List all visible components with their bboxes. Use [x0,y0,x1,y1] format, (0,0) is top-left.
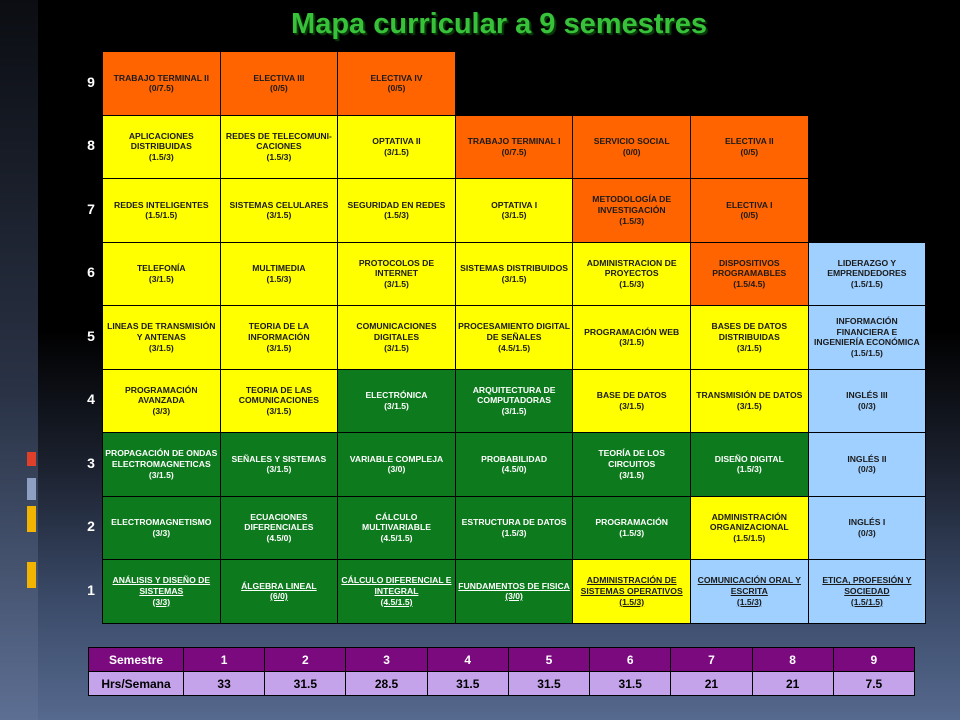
course-name: OPTATIVA II [372,136,421,147]
course-name: INGLÉS II [847,453,887,464]
course-credits: (1.5/1.5) [145,210,178,221]
course-credits: (3/1.5) [266,210,292,221]
course-name: TRANSMISIÓN DE DATOS [696,390,803,401]
semester-number: 2 [265,648,346,672]
course-cell [690,305,809,370]
course-credits: (1.5/3) [619,596,645,607]
hours-value: 28.5 [346,672,427,696]
course-credits: (3/1.5) [266,464,292,475]
course-name: SISTEMAS DISTRIBUIDOS [460,263,569,274]
course-cell [102,496,221,561]
course-name: TELEFONÍA [136,263,186,274]
course-cell [455,305,574,370]
course-credits: (1.5/3) [736,464,762,475]
course-cell [808,305,927,370]
course-cell [220,559,339,624]
course-name: ELECTRÓNICA [365,390,428,401]
hours-value: 33 [184,672,265,696]
semester-row-label: 8 [87,137,95,154]
course-name: COMUNICACIONES DIGITALES [356,321,437,342]
course-cell [337,242,456,307]
course-cell [337,496,456,561]
hours-value: 21 [671,672,752,696]
course-cell [572,115,691,180]
course-name: PROGRAMACIÓN WEB [584,326,680,337]
course-cell [690,559,809,624]
course-name: ELECTIVA IV [370,72,423,83]
course-name: LIDERAZGO Y EMPRENDEDORES [827,257,907,279]
course-name: INGLÉS III [846,390,888,401]
course-credits: (1.5/4.5) [733,279,766,290]
course-credits: (3/1.5) [266,406,292,417]
course-credits: (3/1.5) [501,210,527,221]
hours-value: 31.5 [590,672,671,696]
course-name: APLICACIONES DISTRIBUIDAS [128,130,194,152]
course-cell [220,432,339,497]
hours-summary-table [88,647,915,696]
course-credits: (0/3) [858,464,876,475]
course-name: CÁLCULO MULTIVARIABLE [362,511,431,533]
course-name: VARIABLE COMPLEJA [349,453,444,464]
course-cell [455,369,574,434]
course-credits: (3/1.5) [736,342,762,353]
course-name: PROGRAMACIÓN AVANZADA [125,384,198,406]
course-cell [455,242,574,307]
hours-row [89,672,915,696]
semester-number: 6 [590,648,671,672]
course-name: TRABAJO TERMINAL I [467,136,561,147]
course-name: ELECTIVA III [253,72,305,83]
hours-value: 21 [752,672,833,696]
course-cell [808,242,927,307]
semester-row-label: 1 [87,581,95,598]
course-name: TEORIA DE LA INFORMACIÓN [248,321,310,342]
semester-number: 4 [427,648,508,672]
course-credits: (4.5/1.5) [380,596,413,607]
course-name: SEGURIDAD EN REDES [347,199,446,210]
course-cell [572,305,691,370]
course-cell [337,369,456,434]
course-credits: (1.5/3) [384,210,409,221]
semester-row-label: 6 [87,264,95,281]
course-credits: (0/3) [858,527,876,538]
course-credits: (0/5) [740,210,759,221]
course-cell [102,178,221,243]
course-credits: (1.5/1.5) [850,279,883,290]
course-name: ELECTIVA II [724,136,774,147]
course-name: BASES DE DATOS DISTRIBUIDAS [711,321,788,342]
course-cell [220,51,339,116]
course-name: COMUNICACIÓN ORAL Y ESCRITA [697,575,801,596]
hours-value: 31.5 [427,672,508,696]
course-credits: (3/1.5) [384,342,409,353]
course-credits: (3/1.5) [619,469,645,480]
course-name: ELECTROMAGNETISMO [111,517,212,528]
course-name: PROPAGACIÓN DE ONDAS ELECTROMAGNETICAS [105,448,218,469]
course-cell [337,305,456,370]
course-cell [808,559,927,624]
course-cell [337,51,456,116]
course-cell [102,559,221,624]
course-name: ARQUITECTURA DE COMPUTADORAS [472,384,556,406]
course-name: PROBABILIDAD [481,453,548,464]
course-cell [102,369,221,434]
course-credits: (3/1.5) [501,406,527,417]
course-cell [455,115,574,180]
course-cell [572,178,691,243]
course-credits: (4.5/0) [501,464,527,475]
semester-number: 8 [752,648,833,672]
course-name: PROTOCOLOS DE INTERNET [358,257,435,279]
decor-bar-mid2 [27,506,36,532]
course-credits: (3/1.5) [384,146,409,157]
course-name: LINEAS DE TRANSMISIÓN Y ANTENAS [107,321,216,342]
course-cell [690,496,809,561]
course-cell [572,432,691,497]
course-cell [220,369,339,434]
course-cell [102,51,221,116]
course-name: ANÁLISIS Y DISEÑO DE SISTEMAS [112,575,211,596]
course-cell [102,305,221,370]
course-credits: (0/0) [622,146,641,157]
course-cell [808,369,927,434]
course-cell [690,178,809,243]
course-cell [220,496,339,561]
course-name: DISPOSITIVOS PROGRAMABLES [712,257,787,279]
decor-bar-top [27,452,36,466]
course-credits: (1.5/3) [619,215,645,226]
semester-row-label: 9 [87,73,95,90]
course-credits: (1.5/3) [501,527,527,538]
course-name: TRABAJO TERMINAL II [113,72,209,83]
left-sidebar-strip [0,0,38,720]
course-credits: (0/5) [387,83,406,94]
semester-number: 1 [184,648,265,672]
course-cell [455,178,574,243]
course-credits: (0/5) [270,83,288,94]
course-name: ECUACIONES DIFERENCIALES [244,511,314,533]
course-cell [572,369,691,434]
course-cell [337,178,456,243]
course-credits: (3/0) [505,591,523,602]
course-cell [337,115,456,180]
course-name: REDES DE TELECOMUNI-CACIONES [225,130,332,152]
course-name: SISTEMAS CELULARES [229,199,329,210]
course-credits: (3/3) [152,596,171,607]
semester-number: 9 [833,648,914,672]
course-cell [102,242,221,307]
course-name: INFORMACIÓN FINANCIERA E INGENIERÍA ECONÓMICA [814,315,920,348]
course-cell [690,115,809,180]
course-cell [337,432,456,497]
course-cell [337,559,456,624]
course-cell [690,369,809,434]
course-credits: (1.5/3) [266,152,292,163]
course-cell [572,242,691,307]
course-credits: (0/3) [858,400,876,411]
decor-bar-mid1 [27,478,36,500]
course-cell [808,432,927,497]
course-credits: (1.5/3) [148,152,174,163]
hours-value: 31.5 [265,672,346,696]
course-credits: (3/1.5) [384,400,409,411]
hours-value: 31.5 [508,672,589,696]
semester-row-label: 3 [87,454,95,471]
course-credits: (3/1.5) [148,273,174,284]
course-cell [455,496,574,561]
course-name: TEORIA DE LAS COMUNICACIONES [238,384,319,406]
course-credits: (3/1.5) [736,400,762,411]
course-cell [220,242,339,307]
course-credits: (1.5/1.5) [733,533,766,544]
course-name: PROGRAMACIÓN [595,517,668,528]
course-credits: (3/1.5) [619,400,645,411]
hrs-semana-label: Hrs/Semana [89,672,184,696]
course-cell [455,559,574,624]
course-credits: (0/7.5) [148,83,174,94]
course-credits: (1.5/1.5) [850,596,883,607]
semester-row-label: 2 [87,518,95,535]
course-cell [690,432,809,497]
semester-row-label: 4 [87,391,95,408]
course-credits: (1.5/1.5) [850,347,883,358]
course-name: SERVICIO SOCIAL [593,136,670,147]
course-name: ADMINISTRACIÓN ORGANIZACIONAL [709,511,789,533]
course-credits: (3/1.5) [619,337,645,348]
course-name: INGLÉS I [848,517,886,528]
course-name: TEORÍA DE LOS CIRCUITOS [598,448,665,469]
course-credits: (3/1.5) [148,469,174,480]
course-cell [102,115,221,180]
course-credits: (3/0) [387,464,406,475]
course-name: ETICA, PROFESIÓN Y SOCIEDAD [822,575,912,596]
course-credits: (4.5/1.5) [380,533,413,544]
course-credits: (3/1.5) [266,342,292,353]
course-cell [572,559,691,624]
semester-row-label: 7 [87,200,95,217]
semester-row-label: 5 [87,327,95,344]
semester-number: 3 [346,648,427,672]
course-cell [690,242,809,307]
semester-header-row [89,648,915,672]
course-name: ESTRUCTURA DE DATOS [461,517,567,528]
course-credits: (1.5/3) [736,596,762,607]
course-credits: (4.5/1.5) [498,342,531,353]
course-credits: (0/5) [740,146,759,157]
course-name: BASE DE DATOS [596,390,667,401]
course-credits: (1.5/3) [266,273,292,284]
hours-value: 7.5 [833,672,914,696]
course-credits: (3/1.5) [384,279,409,290]
course-name: FUNDAMENTOS DE FISICA [458,580,570,591]
course-name: CÁLCULO DIFERENCIAL E INTEGRAL [341,575,452,596]
course-credits: (1.5/3) [619,527,645,538]
course-credits: (3/1.5) [148,342,174,353]
course-credits: (1.5/3) [619,279,645,290]
course-name: METODOLOGÍA DE INVESTIGACIÓN [592,194,672,215]
course-name: ELECTIVA I [726,199,773,210]
course-credits: (3/1.5) [501,273,527,284]
course-name: ADMINISTRACIÓN DE SISTEMAS OPERATIVOS [580,575,683,596]
course-cell [455,432,574,497]
course-credits: (4.5/0) [266,533,292,544]
course-cell [220,178,339,243]
course-credits: (6/0) [270,591,288,602]
semestre-label: Semestre [89,648,184,672]
course-credits: (3/3) [152,527,171,538]
course-name: PROCESAMIENTO DIGITAL DE SEÑALES [458,321,571,342]
course-name: OPTATIVA I [491,199,538,210]
course-name: SEÑALES Y SISTEMAS [231,453,327,464]
course-name: ADMINISTRACION DE PROYECTOS [586,257,677,279]
semester-number: 5 [508,648,589,672]
course-name: MULTIMEDIA [252,263,306,274]
course-cell [220,305,339,370]
course-credits: (3/3) [152,406,171,417]
page-title: Mapa curricular a 9 semestres [291,8,707,40]
course-name: REDES INTELIGENTES [114,199,209,210]
decor-bar-bottom [27,562,36,588]
course-cell [572,496,691,561]
course-cell [220,115,339,180]
course-cell [102,432,221,497]
course-cell [808,496,927,561]
course-name: ÁLGEBRA LINEAL [241,580,317,591]
semester-number: 7 [671,648,752,672]
course-name: DISEÑO DIGITAL [714,453,784,464]
course-credits: (0/7.5) [501,146,527,157]
